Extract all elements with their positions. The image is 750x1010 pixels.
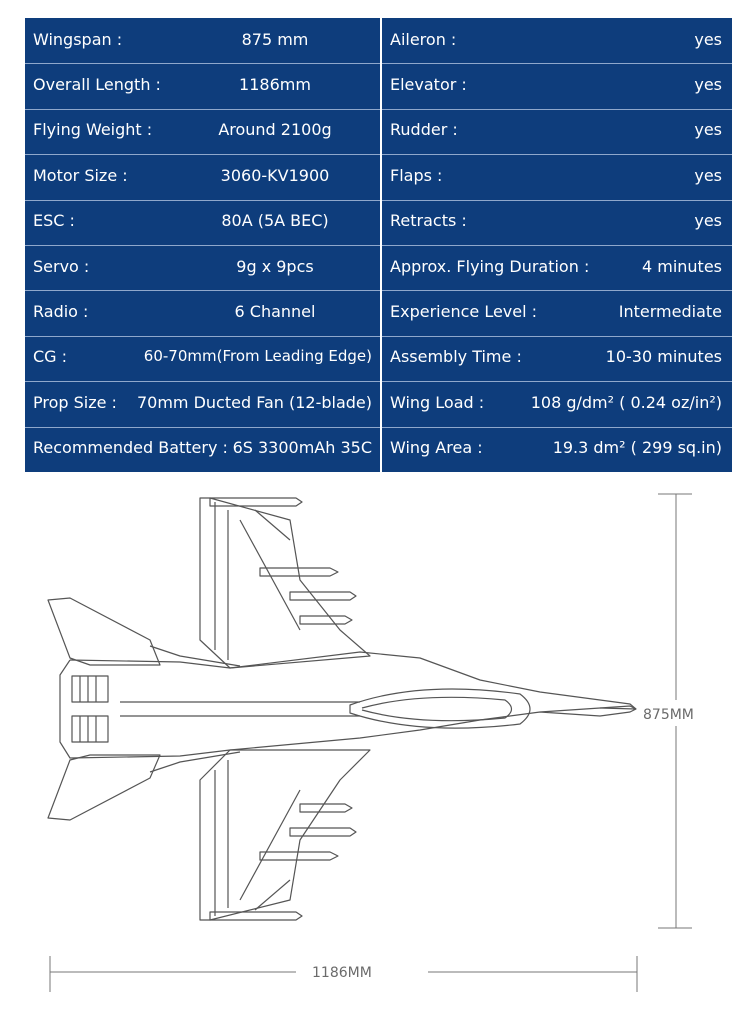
spec-label: Aileron : (390, 29, 457, 49)
nose-probe (600, 708, 636, 709)
aircraft-svg (0, 480, 750, 1006)
spec-label: Flaps : (390, 165, 443, 185)
spec-row-left (25, 336, 380, 381)
store-bottom-4 (300, 804, 352, 812)
spec-row-right (382, 427, 732, 472)
spec-label: Experience Level : (390, 302, 538, 322)
spec-row-left (25, 245, 380, 290)
spec-table (25, 18, 732, 472)
spec-row-right (382, 200, 732, 245)
spec-value: yes (694, 165, 722, 185)
spec-label: Wing Load : (390, 392, 485, 412)
spec-label: Elevator : (390, 75, 467, 95)
spec-row-left (25, 109, 380, 154)
spec-row-left (25, 290, 380, 335)
spec-value: 875 mm (241, 29, 309, 49)
spec-label: Assembly Time : (390, 347, 522, 367)
spec-row-left (25, 427, 380, 472)
spec-value: 60-70mm(From Leading Edge) (143, 347, 372, 366)
spec-row-left (25, 381, 380, 426)
spec-row-right (382, 154, 732, 199)
fuselage-outline (60, 660, 636, 758)
spec-row-right (382, 18, 732, 63)
spec-label: Recommended Battery : (33, 438, 228, 458)
aircraft-top-view-drawing (0, 480, 750, 1006)
spec-label: Prop Size : (33, 392, 117, 412)
spec-row-left (25, 154, 380, 199)
spec-value: 10-30 minutes (605, 347, 722, 367)
spec-value: 6S 3300mAh 35C (232, 438, 372, 458)
spec-column-right (382, 18, 732, 472)
spec-label: Approx. Flying Duration : (390, 256, 590, 276)
canopy (350, 689, 530, 728)
spec-value: yes (694, 29, 722, 49)
spec-row-left (25, 200, 380, 245)
spec-row-right (382, 63, 732, 108)
stabilizer-bottom (48, 755, 160, 820)
spec-value: 1186mm (239, 75, 311, 95)
store-bottom-2 (260, 852, 338, 860)
store-top-4 (300, 616, 352, 624)
spec-value: 6 Channel (234, 302, 316, 322)
spec-value: yes (694, 211, 722, 231)
spec-label: ESC : (33, 211, 75, 231)
spec-row-right (382, 245, 732, 290)
spec-value: 9g x 9pcs (236, 256, 314, 276)
spec-label: Motor Size : (33, 165, 128, 185)
spec-label: Overall Length : (33, 75, 161, 95)
spec-label: Flying Weight : (33, 120, 153, 140)
length-dimension-label: 1186MM (312, 965, 372, 981)
spec-label: CG : (33, 347, 68, 367)
spec-label: Rudder : (390, 120, 458, 140)
fuselage-upper (70, 652, 636, 709)
spec-value: 3060-KV1900 (220, 165, 330, 185)
spec-value: Around 2100g (218, 120, 332, 140)
spec-value: 19.3 dm² ( 299 sq.in) (552, 438, 722, 458)
spec-label: Servo : (33, 256, 90, 276)
spec-column-left (25, 18, 380, 472)
store-bottom-3 (290, 828, 356, 836)
spec-label: Radio : (33, 302, 89, 322)
wingspan-dimension-label: 875MM (643, 707, 694, 723)
store-top-3 (290, 592, 356, 600)
spec-row-right (382, 109, 732, 154)
spec-value: 80A (5A BEC) (221, 211, 329, 231)
stabilizer-top (48, 598, 160, 665)
wing-top (200, 498, 370, 668)
spec-value: 108 g/dm² ( 0.24 oz/in²) (530, 392, 722, 412)
spec-value: 4 minutes (641, 256, 722, 276)
spec-row-right (382, 290, 732, 335)
spec-value: yes (694, 120, 722, 140)
spec-value: Intermediate (618, 302, 722, 322)
spec-row-left (25, 63, 380, 108)
spec-row-right (382, 381, 732, 426)
spec-row-left (25, 18, 380, 63)
spec-label: Wingspan : (33, 29, 123, 49)
spec-row-right (382, 336, 732, 381)
wing-bottom (200, 750, 370, 920)
spec-value: 70mm Ducted Fan (12-blade) (136, 392, 372, 412)
spec-label: Wing Area : (390, 438, 483, 458)
spec-label: Retracts : (390, 211, 467, 231)
spec-value: yes (694, 75, 722, 95)
